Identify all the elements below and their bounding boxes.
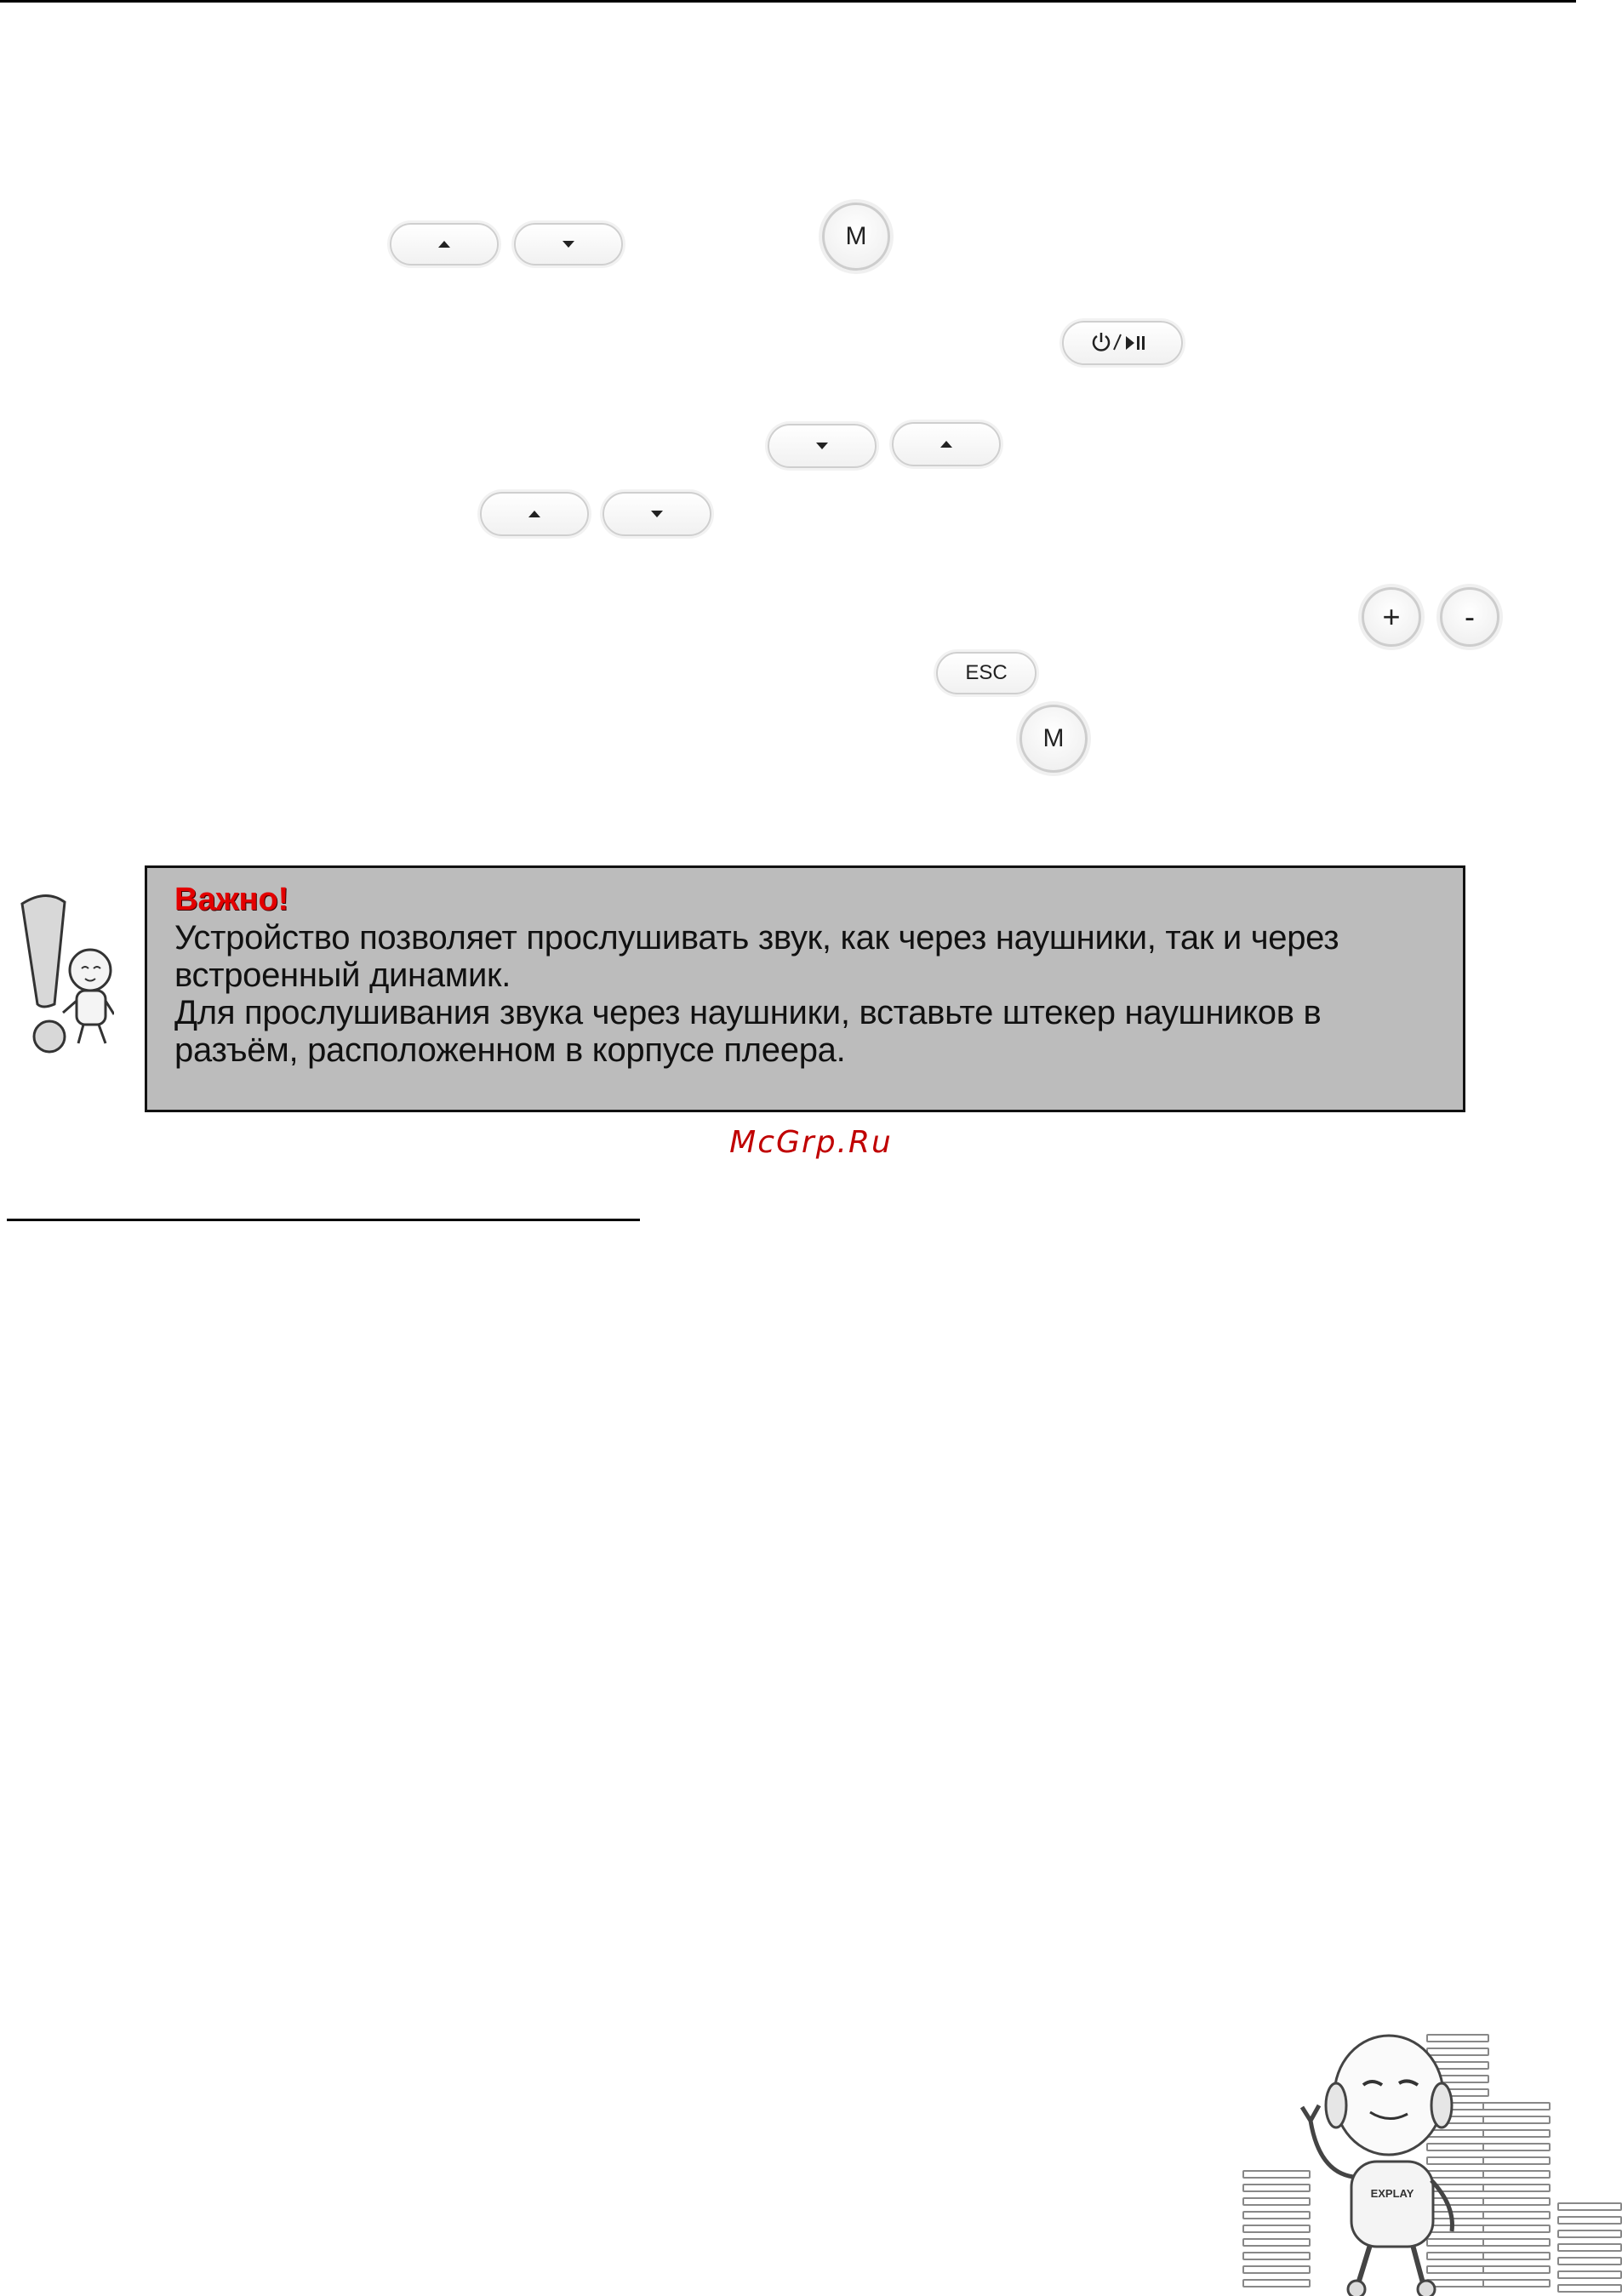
menu-button[interactable] <box>822 203 890 271</box>
volume-minus-button[interactable] <box>1440 587 1499 647</box>
equalizer-bar <box>1482 2211 1551 2219</box>
menu-button-label: M <box>1042 724 1065 752</box>
equalizer-bar <box>1557 2216 1622 2225</box>
equalizer-bar <box>1482 2238 1551 2247</box>
top-rule <box>0 0 1576 3</box>
power-play-button[interactable] <box>1062 321 1183 365</box>
plus-label: + <box>1382 599 1401 634</box>
equalizer-bar <box>1557 2243 1622 2252</box>
minus-label: - <box>1465 599 1475 634</box>
equalizer-bar <box>1482 2265 1551 2274</box>
equalizer-bar <box>1557 2202 1622 2211</box>
note-line-1: Устройство позволяет прослушивать звук, как через наушники, так и через <box>174 919 1339 957</box>
down-arrow-icon <box>816 443 828 449</box>
down-button-3[interactable] <box>603 492 711 536</box>
esc-button[interactable] <box>936 652 1037 694</box>
mascot-shirt-text: EXPLAY <box>1370 2187 1414 2200</box>
equalizer-bar <box>1482 2102 1551 2110</box>
volume-plus-button[interactable] <box>1362 587 1421 647</box>
up-arrow-icon <box>940 441 952 448</box>
equalizer-bar <box>1482 2156 1551 2165</box>
equalizer-bar <box>1482 2184 1551 2192</box>
equalizer-bar <box>1482 2129 1551 2138</box>
equalizer-bar <box>1482 2170 1551 2179</box>
down-arrow-icon <box>651 511 663 517</box>
watermark: McGrp.Ru <box>729 1125 893 1160</box>
esc-label: ESC <box>965 661 1008 684</box>
important-note <box>145 865 1465 1112</box>
equalizer-bar <box>1557 2284 1622 2293</box>
power-play-icon <box>1088 331 1157 355</box>
note-title: Важно! <box>174 882 289 917</box>
up-arrow-icon <box>528 511 540 517</box>
equalizer-bar <box>1482 2279 1551 2287</box>
menu-button-2[interactable] <box>1019 705 1088 773</box>
down-button-2[interactable] <box>768 424 877 468</box>
note-line-4: разъём, расположенном в корпусе плеера. <box>174 1031 846 1069</box>
equalizer-bar <box>1482 2116 1551 2124</box>
up-button-3[interactable] <box>480 492 589 536</box>
robot-mascot-icon <box>1285 2027 1481 2296</box>
up-button[interactable] <box>390 223 499 266</box>
note-line-3: Для прослушивания звука через наушники, вставьте штекер наушников в <box>174 994 1322 1031</box>
down-button[interactable] <box>514 223 623 266</box>
down-arrow-icon <box>563 241 574 248</box>
equalizer-bar <box>1557 2230 1622 2238</box>
exclamation-mascot-icon <box>12 885 114 1055</box>
equalizer-bar <box>1557 2257 1622 2265</box>
mascot-equalizer-illustration <box>1242 2017 1622 2296</box>
equalizer-bar <box>1557 2270 1622 2279</box>
note-line-2: встроенный динамик. <box>174 957 511 994</box>
up-arrow-icon <box>438 241 450 248</box>
equalizer-bar <box>1482 2225 1551 2233</box>
menu-button-label: M <box>845 222 867 250</box>
equalizer-bar <box>1482 2143 1551 2151</box>
equalizer-bar <box>1482 2252 1551 2260</box>
equalizer-bar <box>1482 2197 1551 2206</box>
divider-line <box>7 1219 640 1221</box>
up-button-2[interactable] <box>892 422 1001 466</box>
